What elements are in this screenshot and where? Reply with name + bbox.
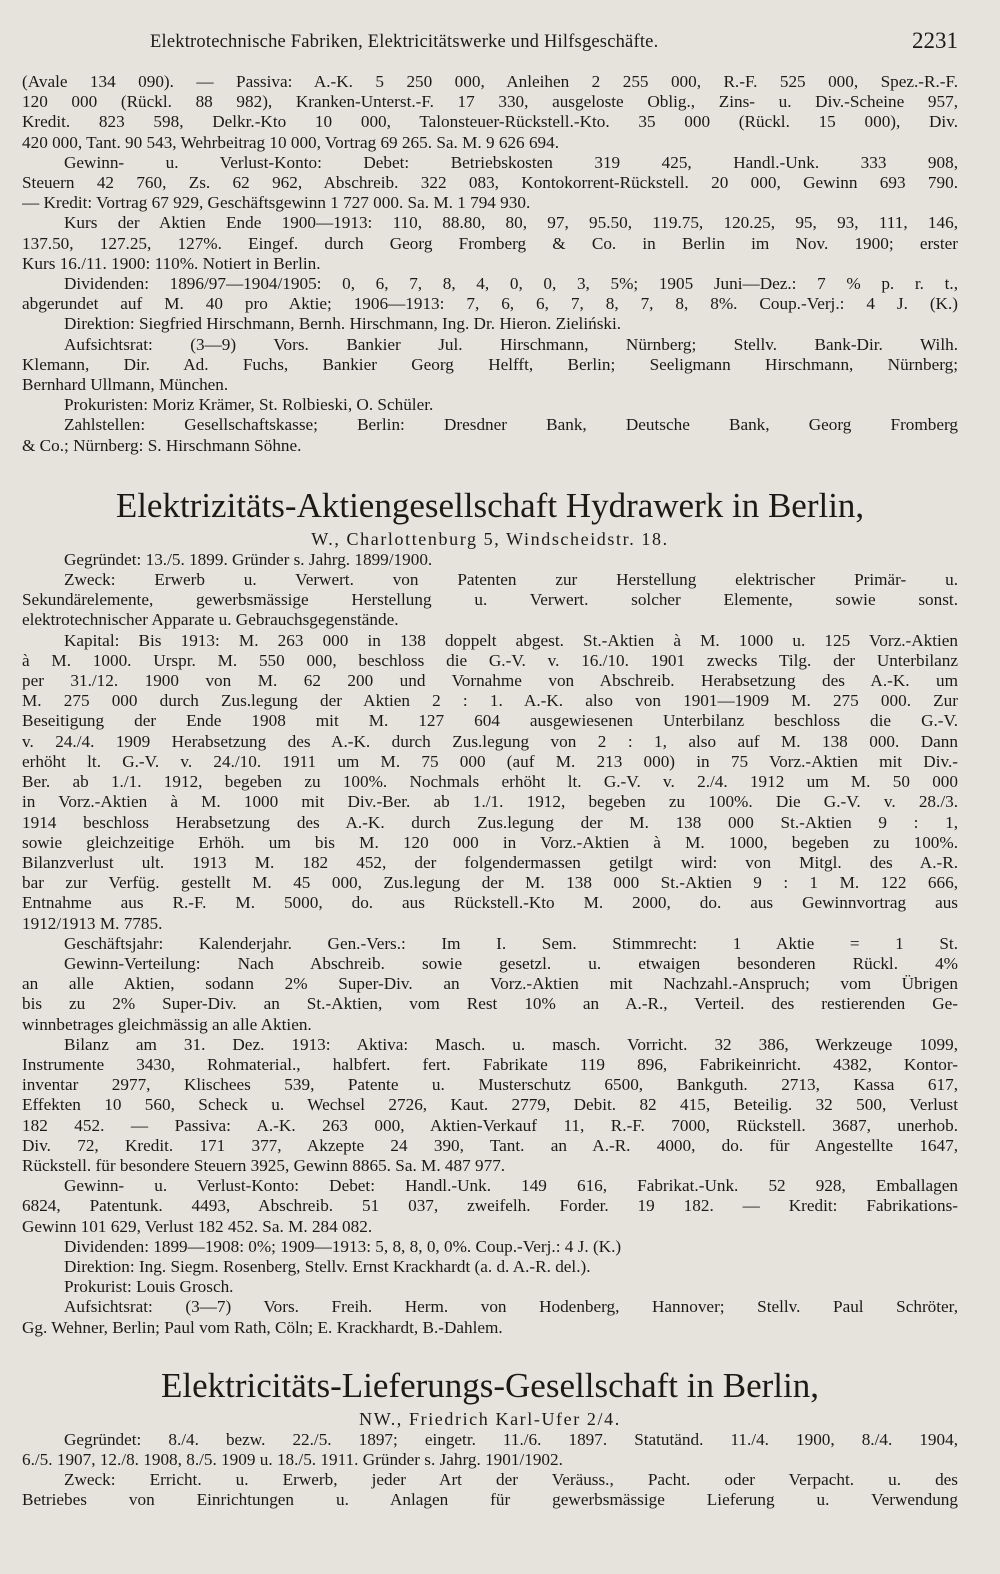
- text-line: & Co.; Nürnberg: S. Hirschmann Söhne.: [22, 435, 302, 455]
- running-head: [22, 22, 958, 62]
- company-title: Elektrizitäts-Aktiengesellschaft Hydrawerk in Berlin,: [115, 485, 865, 525]
- text-line: Sekundärelemente, gewerbsmässige Herstellung u. Verwert. solcher Elemente, sowie sonst.: [22, 590, 958, 610]
- text-line: 420 000, Tant. 90 543, Wehrbeitrag 10 000, Vortrag 69 265. Sa. M. 9 626 694.: [22, 132, 560, 152]
- text-line: 1912/1913 M. 7785.: [22, 913, 163, 933]
- text-line: bis zu 2% Super-Div. an St.-Aktien, vom Rest 10% an A.-R., Verteil. des restierenden Ge-: [22, 994, 958, 1014]
- text-line: 137.50, 127.25, 127%. Eingef. durch Georg Fromberg & Co. in Berlin im Nov. 1900; erster: [22, 233, 958, 253]
- text-line: M. 275 000 durch Zus.legung der Aktien 2 : 1. A.-K. also von 1901—1909 M. 275 000. Zur: [22, 691, 958, 711]
- text-line: Kurs der Aktien Ende 1900—1913: 110, 88.80, 80, 97, 95.50, 119.75, 120.25, 95, 93, 111, 146,: [64, 213, 958, 233]
- text-line: Zahlstellen: Gesellschaftskasse; Berlin: Dresdner Bank, Deutsche Bank, Georg Fromberg: [64, 415, 958, 435]
- text-line: Rückstell. für besondere Steuern 3925, Gewinn 8865. Sa. M. 487 977.: [22, 1155, 506, 1175]
- text-line: Gewinn 101 629, Verlust 182 452. Sa. M. 284 082.: [22, 1216, 373, 1236]
- text-line: an alle Aktien, sodann 2% Super-Div. an Vorz.-Aktien mit Nachzahl.-Anspruch; vom Übrigen: [22, 974, 958, 994]
- text-line: v. 24./4. 1909 Herabsetzung des A.-K. durch Zus.legung von 2 : 1, also auf M. 138 000. Dann: [22, 731, 958, 751]
- text-line: Betriebes von Einrichtungen u. Anlagen für gewerbsmässige Lieferung u. Verwendung: [22, 1490, 958, 1510]
- text-line: Direktion: Siegfried Hirschmann, Bernh. Hirschmann, Ing. Dr. Hieron. Zieliński.: [64, 314, 622, 334]
- text-line: Bernhard Ullmann, München.: [22, 375, 229, 395]
- text-line: in Vorz.-Aktien à M. 1000 mit Div.-Ber. ab 1./1. 1912, begeben zu 100%. Die G.-V. v. 28./3.: [22, 792, 958, 812]
- page-number: 2231: [912, 28, 958, 53]
- text-line: Gewinn-Verteilung: Nach Abschreib. sowie gesetzl. u. etwaigen besonderen Rückl. 4%: [64, 953, 958, 973]
- text-line: Entnahme aus R.-F. M. 5000, do. aus Rückstell.-Kto M. 2000, do. aus Gewinnvortrag aus: [22, 893, 958, 913]
- text-line: Ber. ab 1./1. 1912, begeben zu 100%. Nochmals erhöht lt. G.-V. v. 2./4. 1912 um M. 50 000: [22, 772, 958, 792]
- text-line: 182 452. — Passiva: A.-K. 263 000, Aktien-Verkauf 11, R.-F. 7000, Rückstell. 3687, unerhob.: [22, 1115, 958, 1135]
- text-line: Kurs 16./11. 1900: 110%. Notiert in Berlin.: [22, 253, 321, 273]
- text-line: Gewinn- u. Verlust-Konto: Debet: Handl.-Unk. 149 616, Fabrikat.-Unk. 52 928, Emballagen: [64, 1176, 958, 1196]
- text-line: Aufsichtsrat: (3—7) Vors. Freih. Herm. von Hodenberg, Hannover; Stellv. Paul Schröter,: [64, 1297, 958, 1317]
- text-line: Gg. Wehner, Berlin; Paul vom Rath, Cöln; E. Krackhardt, B.-Dahlem.: [22, 1317, 503, 1337]
- text-line: Zweck: Erricht. u. Erwerb, jeder Art der Veräuss., Pacht. oder Verpacht. u. des: [64, 1470, 958, 1490]
- text-line: sowie gleichzeitige Erhöh. um bis M. 120 000 in Vorz.-Aktien à M. 1000, begeben zu 100%.: [22, 832, 958, 852]
- text-line: Gewinn- u. Verlust-Konto: Debet: Betriebskosten 319 425, Handl.-Unk. 333 908,: [64, 152, 958, 172]
- company-entry-hydrawerk: [22, 486, 958, 1338]
- text-line: Effekten 10 560, Scheck u. Wechsel 2726, Kaut. 2779, Debit. 82 415, Beteilig. 32 500, Verlust: [22, 1095, 958, 1115]
- text-line: winnbetrages gleichmässig an alle Aktien.: [22, 1014, 312, 1034]
- text-line: Gegründet: 13./5. 1899. Gründer s. Jahrg. 1899/1900.: [64, 549, 433, 569]
- text-line: Geschäftsjahr: Kalenderjahr. Gen.-Vers.: Im I. Sem. Stimmrecht: 1 Aktie = 1 St.: [64, 933, 958, 953]
- text-line: Kapital: Bis 1913: M. 263 000 in 138 doppelt abgest. St.-Aktien à M. 1000 u. 125 Vorz.-Aktien: [64, 630, 958, 650]
- company-address: NW., Friedrich Karl-Ufer 2/4.: [359, 1408, 621, 1429]
- text-line: inventar 2977, Klischees 539, Patente u. Musterschutz 6500, Bankguth. 2713, Kassa 617,: [22, 1075, 958, 1095]
- text-line: per 31./12. 1900 von M. 62 200 und Vornahme von Abschreib. Herabsetzung des A.-K. um: [22, 671, 958, 691]
- text-line: bar zur Verfüg. gestellt M. 45 000, Zus.legung der M. 138 000 St.-Aktien 9 : 1 M. 122 666,: [22, 873, 958, 893]
- text-line: Bilanzverlust ult. 1913 M. 182 452, der folgendermassen getilgt wird: von Mitgl. des A.-R.: [22, 852, 958, 872]
- company-title: Elektricitäts-Lieferungs-Gesellschaft in Berlin,: [161, 1365, 819, 1405]
- text-line: Dividenden: 1896/97—1904/1905: 0, 6, 7, 8, 4, 0, 0, 3, 5%; 1905 Juni—Dez.: 7 % p. r. t.,: [64, 274, 958, 294]
- company-entry-lieferungs-gesellschaft: [22, 1366, 958, 1511]
- text-line: Klemann, Dir. Ad. Fuchs, Bankier Georg Helfft, Berlin; Seeligmann Hirschmann, Nürnberg;: [22, 354, 958, 374]
- text-line: Div. 72, Kredit. 171 377, Akzepte 24 390, Tant. an A.-R. 4000, do. für Angestellte 1647,: [22, 1135, 958, 1155]
- text-line: — Kredit: Vortrag 67 929, Geschäftsgewinn 1 727 000. Sa. M. 1 794 930.: [22, 193, 531, 213]
- running-head-title: Elektrotechnische Fabriken, Elektricitätswerke und Hilfsgeschäfte.: [150, 32, 659, 52]
- text-line: Aufsichtsrat: (3—9) Vors. Bankier Jul. Hirschmann, Nürnberg; Stellv. Bank-Dir. Wilh.: [64, 334, 958, 354]
- previous-entry-continuation: [22, 72, 958, 456]
- company-address: W., Charlottenburg 5, Windscheidstr. 18.: [311, 528, 669, 549]
- text-line: (Avale 134 090). — Passiva: A.-K. 5 250 000, Anleihen 2 255 000, R.-F. 525 000, Spez.-R.-F.: [22, 72, 958, 91]
- text-line: Gegründet: 8./4. bezw. 22./5. 1897; eingetr. 11./6. 1897. Statutänd. 11./4. 1900, 8./4. 1904,: [64, 1429, 958, 1449]
- text-line: Prokuristen: Moriz Krämer, St. Rolbieski, O. Schüler.: [64, 395, 434, 415]
- text-line: elektrotechnischer Apparate u. Gebrauchsgegenstände.: [22, 610, 399, 630]
- text-line: Direktion: Ing. Siegm. Rosenberg, Stellv. Ernst Krackhardt (a. d. A.-R. del.).: [64, 1256, 591, 1276]
- text-line: erhöht lt. G.-V. v. 24./10. 1911 um M. 75 000 (auf M. 213 000) in 75 Vorz.-Aktien mit Div.-: [22, 751, 958, 771]
- text-line: 6824, Patentunk. 4493, Abschreib. 51 037, zweifelh. Forder. 19 182. — Kredit: Fabrikations-: [22, 1196, 958, 1216]
- text-line: Zweck: Erwerb u. Verwert. von Patenten zur Herstellung elektrischer Primär- u.: [64, 570, 958, 590]
- text-line: Kredit. 823 598, Delkr.-Kto 10 000, Talonsteuer-Rückstell.-Kto. 35 000 (Rückl. 15 000), Div.: [22, 112, 958, 132]
- text-line: Steuern 42 760, Zs. 62 962, Abschreib. 322 083, Kontokorrent-Rückstell. 20 000, Gewinn 693 790.: [22, 173, 958, 193]
- text-line: 1914 beschloss Herabsetzung des A.-K. durch Zus.legung der M. 138 000 St.-Aktien 9 : 1,: [22, 812, 958, 832]
- text-line: Bilanz am 31. Dez. 1913: Aktiva: Masch. u. masch. Vorricht. 32 386, Werkzeuge 1099,: [64, 1034, 958, 1054]
- text-line: Instrumente 3430, Rohmaterial., halbfert. fert. Fabrikate 119 896, Fabrikeinricht. 4382, Kontor-: [22, 1054, 958, 1074]
- text-line: Prokurist: Louis Grosch.: [64, 1277, 234, 1297]
- text-line: Dividenden: 1899—1908: 0%; 1909—1913: 5, 8, 8, 0, 0%. Coup.-Verj.: 4 J. (K.): [64, 1236, 622, 1256]
- text-line: 6./5. 1907, 12./8. 1908, 8./5. 1909 u. 18./5. 1911. Gründer s. Jahrg. 1901/1902.: [22, 1449, 563, 1469]
- text-line: Beseitigung der Ende 1908 mit M. 127 604 ausgewiesenen Unterbilanz beschloss die G.-V.: [22, 711, 958, 731]
- text-line: à M. 1000. Urspr. M. 550 000, beschloss die G.-V. v. 16./10. 1901 zwecks Tilg. der Unterbilanz: [22, 650, 958, 670]
- text-line: 120 000 (Rückl. 88 982), Kranken-Unterst.-F. 17 330, ausgeloste Oblig., Zins- u. Div.-Scheine 957,: [22, 92, 958, 112]
- text-line: abgerundet auf M. 40 pro Aktie; 1906—1913: 7, 6, 6, 7, 8, 7, 8, 8%. Coup.-Verj.: 4 J. (K.): [22, 294, 958, 314]
